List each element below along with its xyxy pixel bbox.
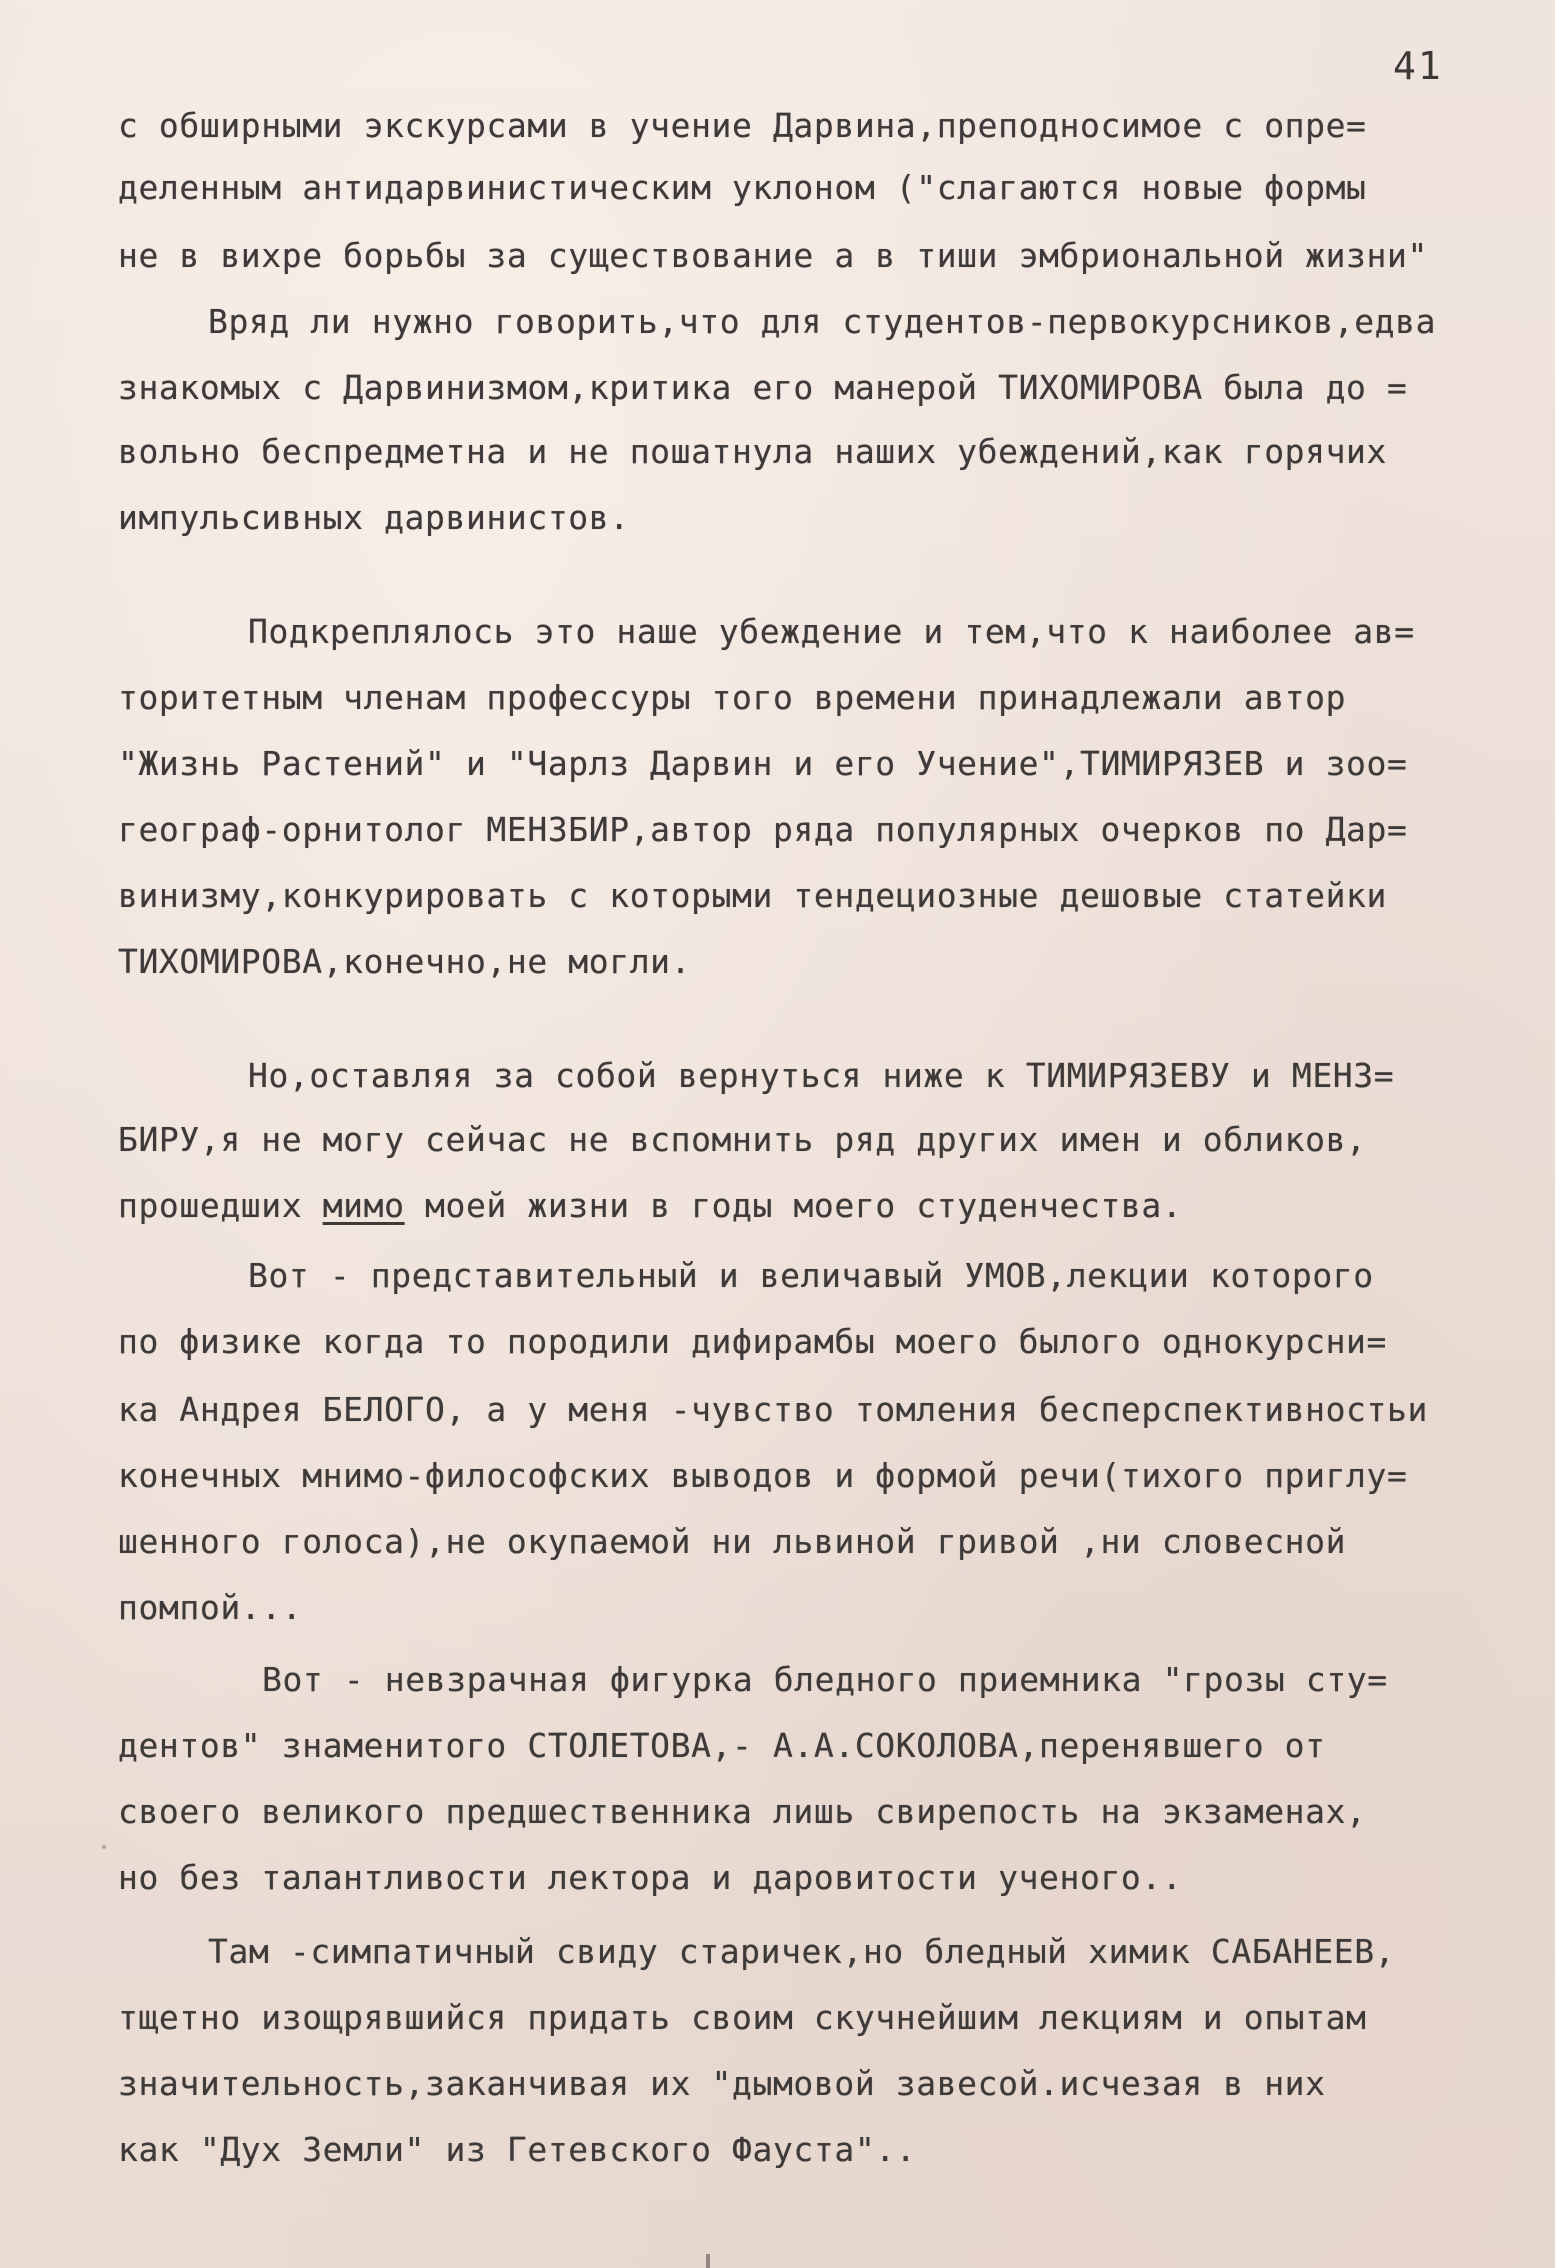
text-segment: моей жизни в годы моего студенчества. [404, 1186, 1183, 1225]
text-line: по физике когда то породили дифирамбы моего былого однокурсни= [118, 1322, 1387, 1361]
paper-edge-mark [706, 2254, 710, 2268]
text-line: Подкреплялось это наше убеждение и тем,что к наиболее ав= [248, 612, 1415, 651]
text-line: своего великого предшественника лишь свирепость на экзаменах, [118, 1792, 1367, 1831]
text-line: ТИХОМИРОВА,конечно,не могли. [118, 942, 692, 981]
text-line: географ-орнитолог МЕНЗБИР,автор ряда популярных очерков по Дар= [118, 810, 1408, 849]
text-line: Вряд ли нужно говорить,что для студентов-первокурсников,едва [208, 302, 1437, 341]
text-line: Но,оставляя за собой вернуться ниже к ТИМИРЯЗЕВУ и МЕНЗ= [248, 1056, 1395, 1095]
text-line: знакомых с Дарвинизмом,критика его манерой ТИХОМИРОВА была до = [118, 368, 1408, 407]
page-number: 41 [1393, 44, 1443, 88]
text-line: винизму,конкурировать с которыми тендециозные дешовые статейки [118, 876, 1387, 915]
text-line: торитетным членам профессуры того времени принадлежали автор [118, 678, 1347, 717]
text-line: деленным антидарвинистическим уклоном ("слагаются новые формы [118, 168, 1367, 207]
text-line: БИРУ,я не могу сейчас не вспомнить ряд других имен и обликов, [118, 1120, 1367, 1159]
text-line: значительность,заканчивая их "дымовой завесой.исчезая в них [118, 2064, 1326, 2103]
underlined-word: мимо [322, 1186, 405, 1225]
text-line: конечных мнимо-философских выводов и формой речи(тихого приглу= [118, 1456, 1408, 1495]
text-line: как "Дух Земли" из Гетевского Фауста".. [118, 2130, 917, 2169]
text-line: не в вихре борьбы за существование а в тиши эмбриональной жизни" [118, 236, 1428, 275]
text-line: "Жизнь Растений" и "Чарлз Дарвин и его Учение",ТИМИРЯЗЕВ и зоо= [118, 744, 1408, 783]
text-segment: прошедших [118, 1186, 323, 1225]
text-line: но без талантливости лектора и даровитости ученого.. [118, 1858, 1183, 1897]
text-line: Вот - невзрачная фигурка бледного приемника "грозы сту= [262, 1660, 1388, 1699]
text-line: дентов" знаменитого СТОЛЕТОВА,- А.А.СОКОЛОВА,перенявшего от [118, 1726, 1326, 1765]
text-line: тщетно изощрявшийся придать своим скучнейшим лекциям и опытам [118, 1998, 1367, 2037]
text-line: импульсивных дарвинистов. [118, 498, 630, 537]
text-line: ка Андрея БЕЛОГО, а у меня -чувство томления бесперспективностьи [118, 1390, 1428, 1429]
text-line: помпой... [118, 1588, 303, 1627]
text-line: Там -симпатичный свиду старичек,но бледный химик САБАНЕЕВ, [208, 1932, 1396, 1971]
text-line: с обширными экскурсами в учение Дарвина,преподносимое с опре= [118, 106, 1367, 145]
text-line: шенного голоса),не окупаемой ни львиной гривой ,ни словесной [118, 1522, 1347, 1561]
text-line [118, 1186, 1182, 1225]
text-line: Вот - представительный и величавый УМОВ,лекции которого [248, 1256, 1374, 1295]
text-line: вольно беспредметна и не пошатнула наших убеждений,как горячих [118, 432, 1387, 471]
paper-speck [102, 1845, 106, 1849]
